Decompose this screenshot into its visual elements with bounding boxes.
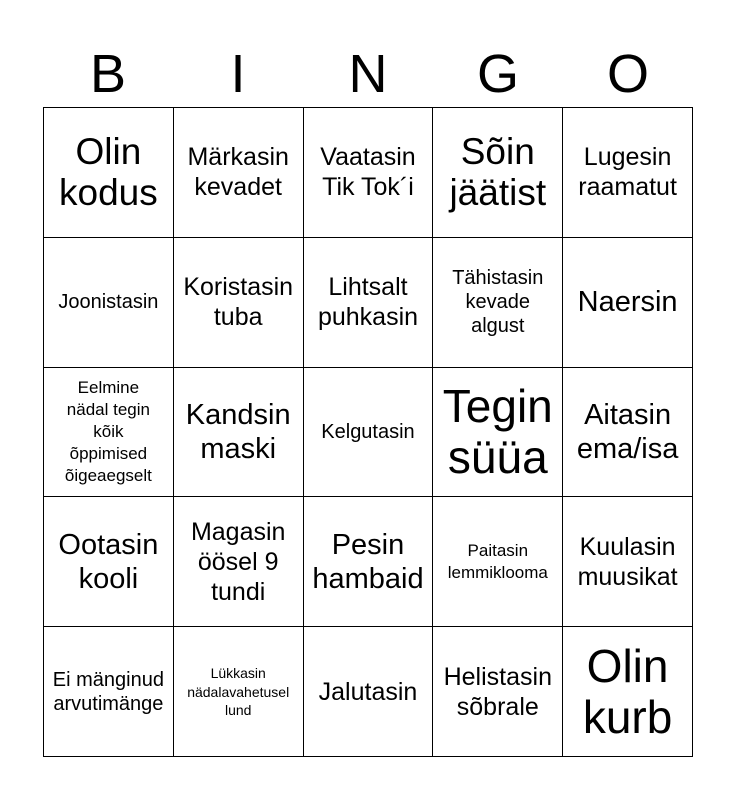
bingo-cell-r1c1[interactable]: Olin kodus xyxy=(44,108,174,238)
bingo-cell-r2c4[interactable]: Tähistasin kevade algust xyxy=(433,238,563,368)
bingo-cell-r5c1[interactable]: Ei mänginud arvutimänge xyxy=(44,627,174,757)
header-letter-o: O xyxy=(606,44,649,104)
bingo-cell-r2c3[interactable]: Lihtsalt puhkasin xyxy=(304,238,434,368)
bingo-cell-r3c2[interactable]: Kandsin maski xyxy=(174,368,304,498)
bingo-cell-r1c3[interactable]: Vaatasin Tik Tok´i xyxy=(304,108,434,238)
bingo-grid xyxy=(43,107,693,757)
bingo-cell-r3c5[interactable]: Aitasin ema/isa xyxy=(563,368,693,498)
bingo-cell-r4c3[interactable]: Pesin hambaid xyxy=(304,497,434,627)
bingo-cell-r3c3[interactable]: Kelgutasin xyxy=(304,368,434,498)
bingo-cell-r3c4[interactable]: Tegin süüa xyxy=(433,368,563,498)
header-letter-g: G xyxy=(476,44,519,104)
header-letter-i: I xyxy=(230,44,246,104)
bingo-header xyxy=(43,40,693,108)
bingo-cell-r1c4[interactable]: Sõin jäätist xyxy=(433,108,563,238)
header-letter-n: N xyxy=(348,44,388,104)
bingo-cell-r1c2[interactable]: Märkasin kevadet xyxy=(174,108,304,238)
bingo-cell-r2c2[interactable]: Koristasin tuba xyxy=(174,238,304,368)
bingo-cell-r4c4[interactable]: Paitasin lemmiklooma xyxy=(433,497,563,627)
bingo-cell-r4c1[interactable]: Ootasin kooli xyxy=(44,497,174,627)
header-letter-b: B xyxy=(89,44,127,104)
bingo-cell-r2c1[interactable]: Joonistasin xyxy=(44,238,174,368)
bingo-cell-r4c2[interactable]: Magasin öösel 9 tundi xyxy=(174,497,304,627)
bingo-cell-r2c5[interactable]: Naersin xyxy=(563,238,693,368)
bingo-cell-r4c5[interactable]: Kuulasin muusikat xyxy=(563,497,693,627)
bingo-cell-r5c2[interactable]: Lükkasin nädalavahetusel lund xyxy=(174,627,304,757)
bingo-cell-r1c5[interactable]: Lugesin raamatut xyxy=(563,108,693,238)
bingo-cell-r5c4[interactable]: Helistasin sõbrale xyxy=(433,627,563,757)
bingo-cell-r5c5[interactable]: Olin kurb xyxy=(563,627,693,757)
bingo-cell-r3c1[interactable]: Eelmine nädal tegin kõik õppimised õigeaegselt xyxy=(44,368,174,498)
bingo-cell-r5c3[interactable]: Jalutasin xyxy=(304,627,434,757)
